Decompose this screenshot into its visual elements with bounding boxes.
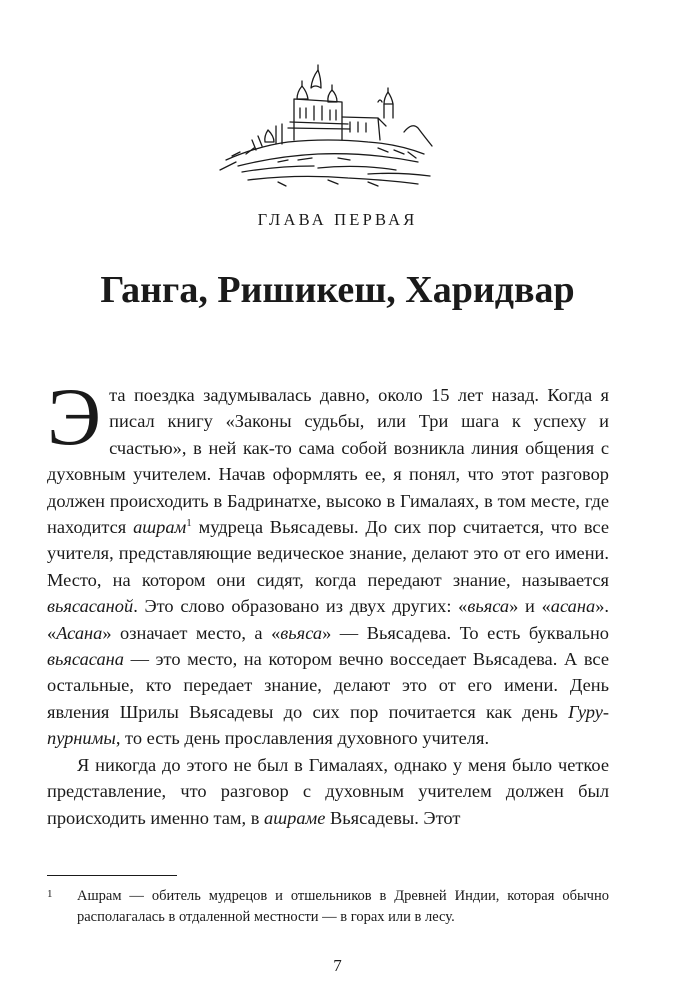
text-run: та поездка задумывалась давно, около 15 лет назад. Когда я писал книгу «Законы судьбы, или Три шага к успеху и счастью», в ней как-то сама собой возникла линия общения с духовным учителем. Начав оформлять ее, я понял, что этот разговор должен происходить в Бадринатхе, высоко в Гималаях, в том месте, где находится (47, 385, 609, 538)
italic-term: вьясасаной (47, 596, 134, 617)
paragraph-2 (47, 752, 609, 831)
footnote-number: 1 (47, 888, 53, 900)
text-run: ». « (47, 596, 609, 643)
page-number: 7 (333, 956, 342, 975)
text-run: мудреца Вьясадевы. До сих пор считается, что все учителя, представляющие ведическое знание, делают это от его имени. Место, на котором они сидят, когда передают знание, называется (47, 517, 609, 590)
italic-term: ашраме (264, 807, 326, 828)
footnote (47, 886, 609, 928)
body-text (47, 371, 609, 831)
text-run: » — Вьясадева. То есть буквально (322, 622, 609, 643)
italic-term: асана (550, 596, 596, 617)
temple-sketch-illustration (218, 62, 436, 188)
text-run: , то есть день прославления духовного учителя. (115, 728, 490, 749)
chapter-label: ГЛАВА ПЕРВАЯ (257, 210, 418, 229)
italic-term: Асана (56, 622, 103, 643)
drop-cap: Э (47, 371, 102, 462)
chapter-title: Ганга, Ришикеш, Харидвар (100, 269, 575, 311)
footnote-divider (47, 875, 177, 876)
text-run: — это место, на котором вечно восседает Вьясадева. А все остальные, кто передает знание, делают это от его имени. День явления Шрилы Вьясадевы до сих пор почитается как день (47, 649, 609, 722)
text-run: » и « (509, 596, 551, 617)
italic-term: Гуру-пурнимы (47, 701, 609, 749)
italic-term: вьяса (280, 622, 323, 643)
italic-term: ашрам (133, 517, 187, 538)
footnote-text: Ашрам — обитель мудрецов и отшельников в Древней Индии, которая обычно располагалась в отдаленной местности — в горах или в лесу. (77, 888, 609, 925)
paragraph-1 (47, 371, 609, 752)
text-run: » означает место, а « (102, 622, 281, 643)
text-run: Я никогда до этого не был в Гималаях, однако у меня было четкое представление, что разговор с духовным учителем должен был происходить именно там, в (47, 754, 609, 828)
italic-term: вьясасана (47, 649, 124, 670)
footnote-ref: 1 (186, 516, 192, 529)
text-run: Вьясадевы. Этот (325, 807, 461, 828)
text-run: . Это слово образовано из двух других: « (133, 596, 468, 617)
paragraph-1-content (47, 371, 609, 749)
italic-term: вьяса (467, 596, 510, 617)
